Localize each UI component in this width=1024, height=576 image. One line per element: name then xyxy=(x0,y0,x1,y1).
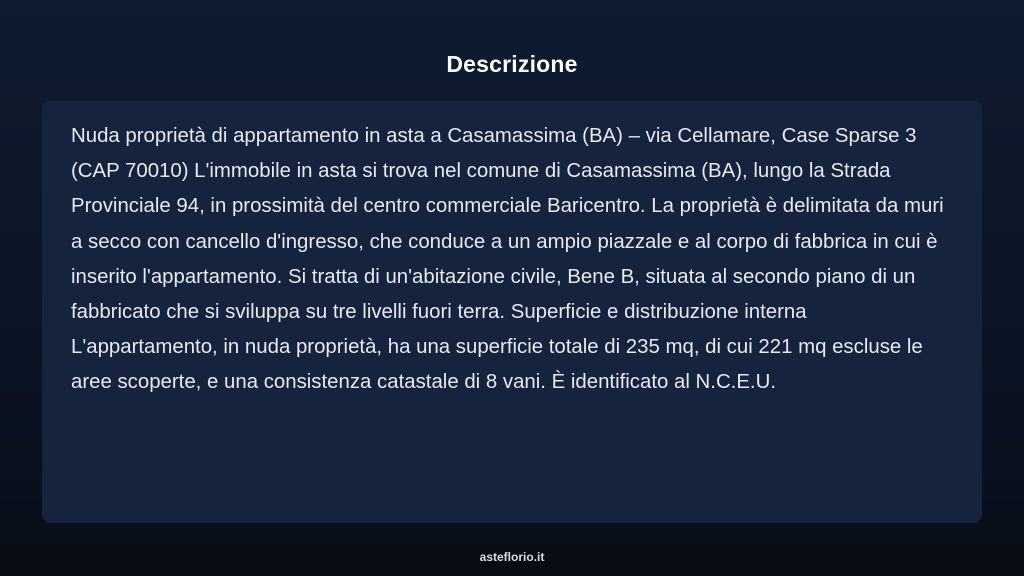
page-title: Descrizione xyxy=(446,51,578,77)
description-text: Nuda proprietà di appartamento in asta a Casamassima (BA) – via Cellamare, Case Sparse 3 (CAP 70010) L'immobile in asta si trova nel comune di Casamassima (BA), lungo la Strada Provinciale 94, in prossimità del centro commerciale Baricentro. La proprietà è delimitata da muri a secco con cancello d'ingresso, che conduce a un ampio piazzale e al corpo di fabbrica in cui è inserito l'appartamento. Si tratta di un'abitazione civile, Bene B, situata al secondo piano di un fabbricato che si sviluppa su tre livelli fuori terra. Superficie e distribuzione interna L'appartamento, in nuda proprietà, ha una superficie totale di 235 mq, di cui 221 mq escluse le aree scoperte, e una consistenza catastale di 8 vani. È identificato al N.C.E.U. xyxy=(71,125,944,394)
description-card xyxy=(42,101,982,523)
footer-site-label: asteflorio.it xyxy=(479,550,545,564)
